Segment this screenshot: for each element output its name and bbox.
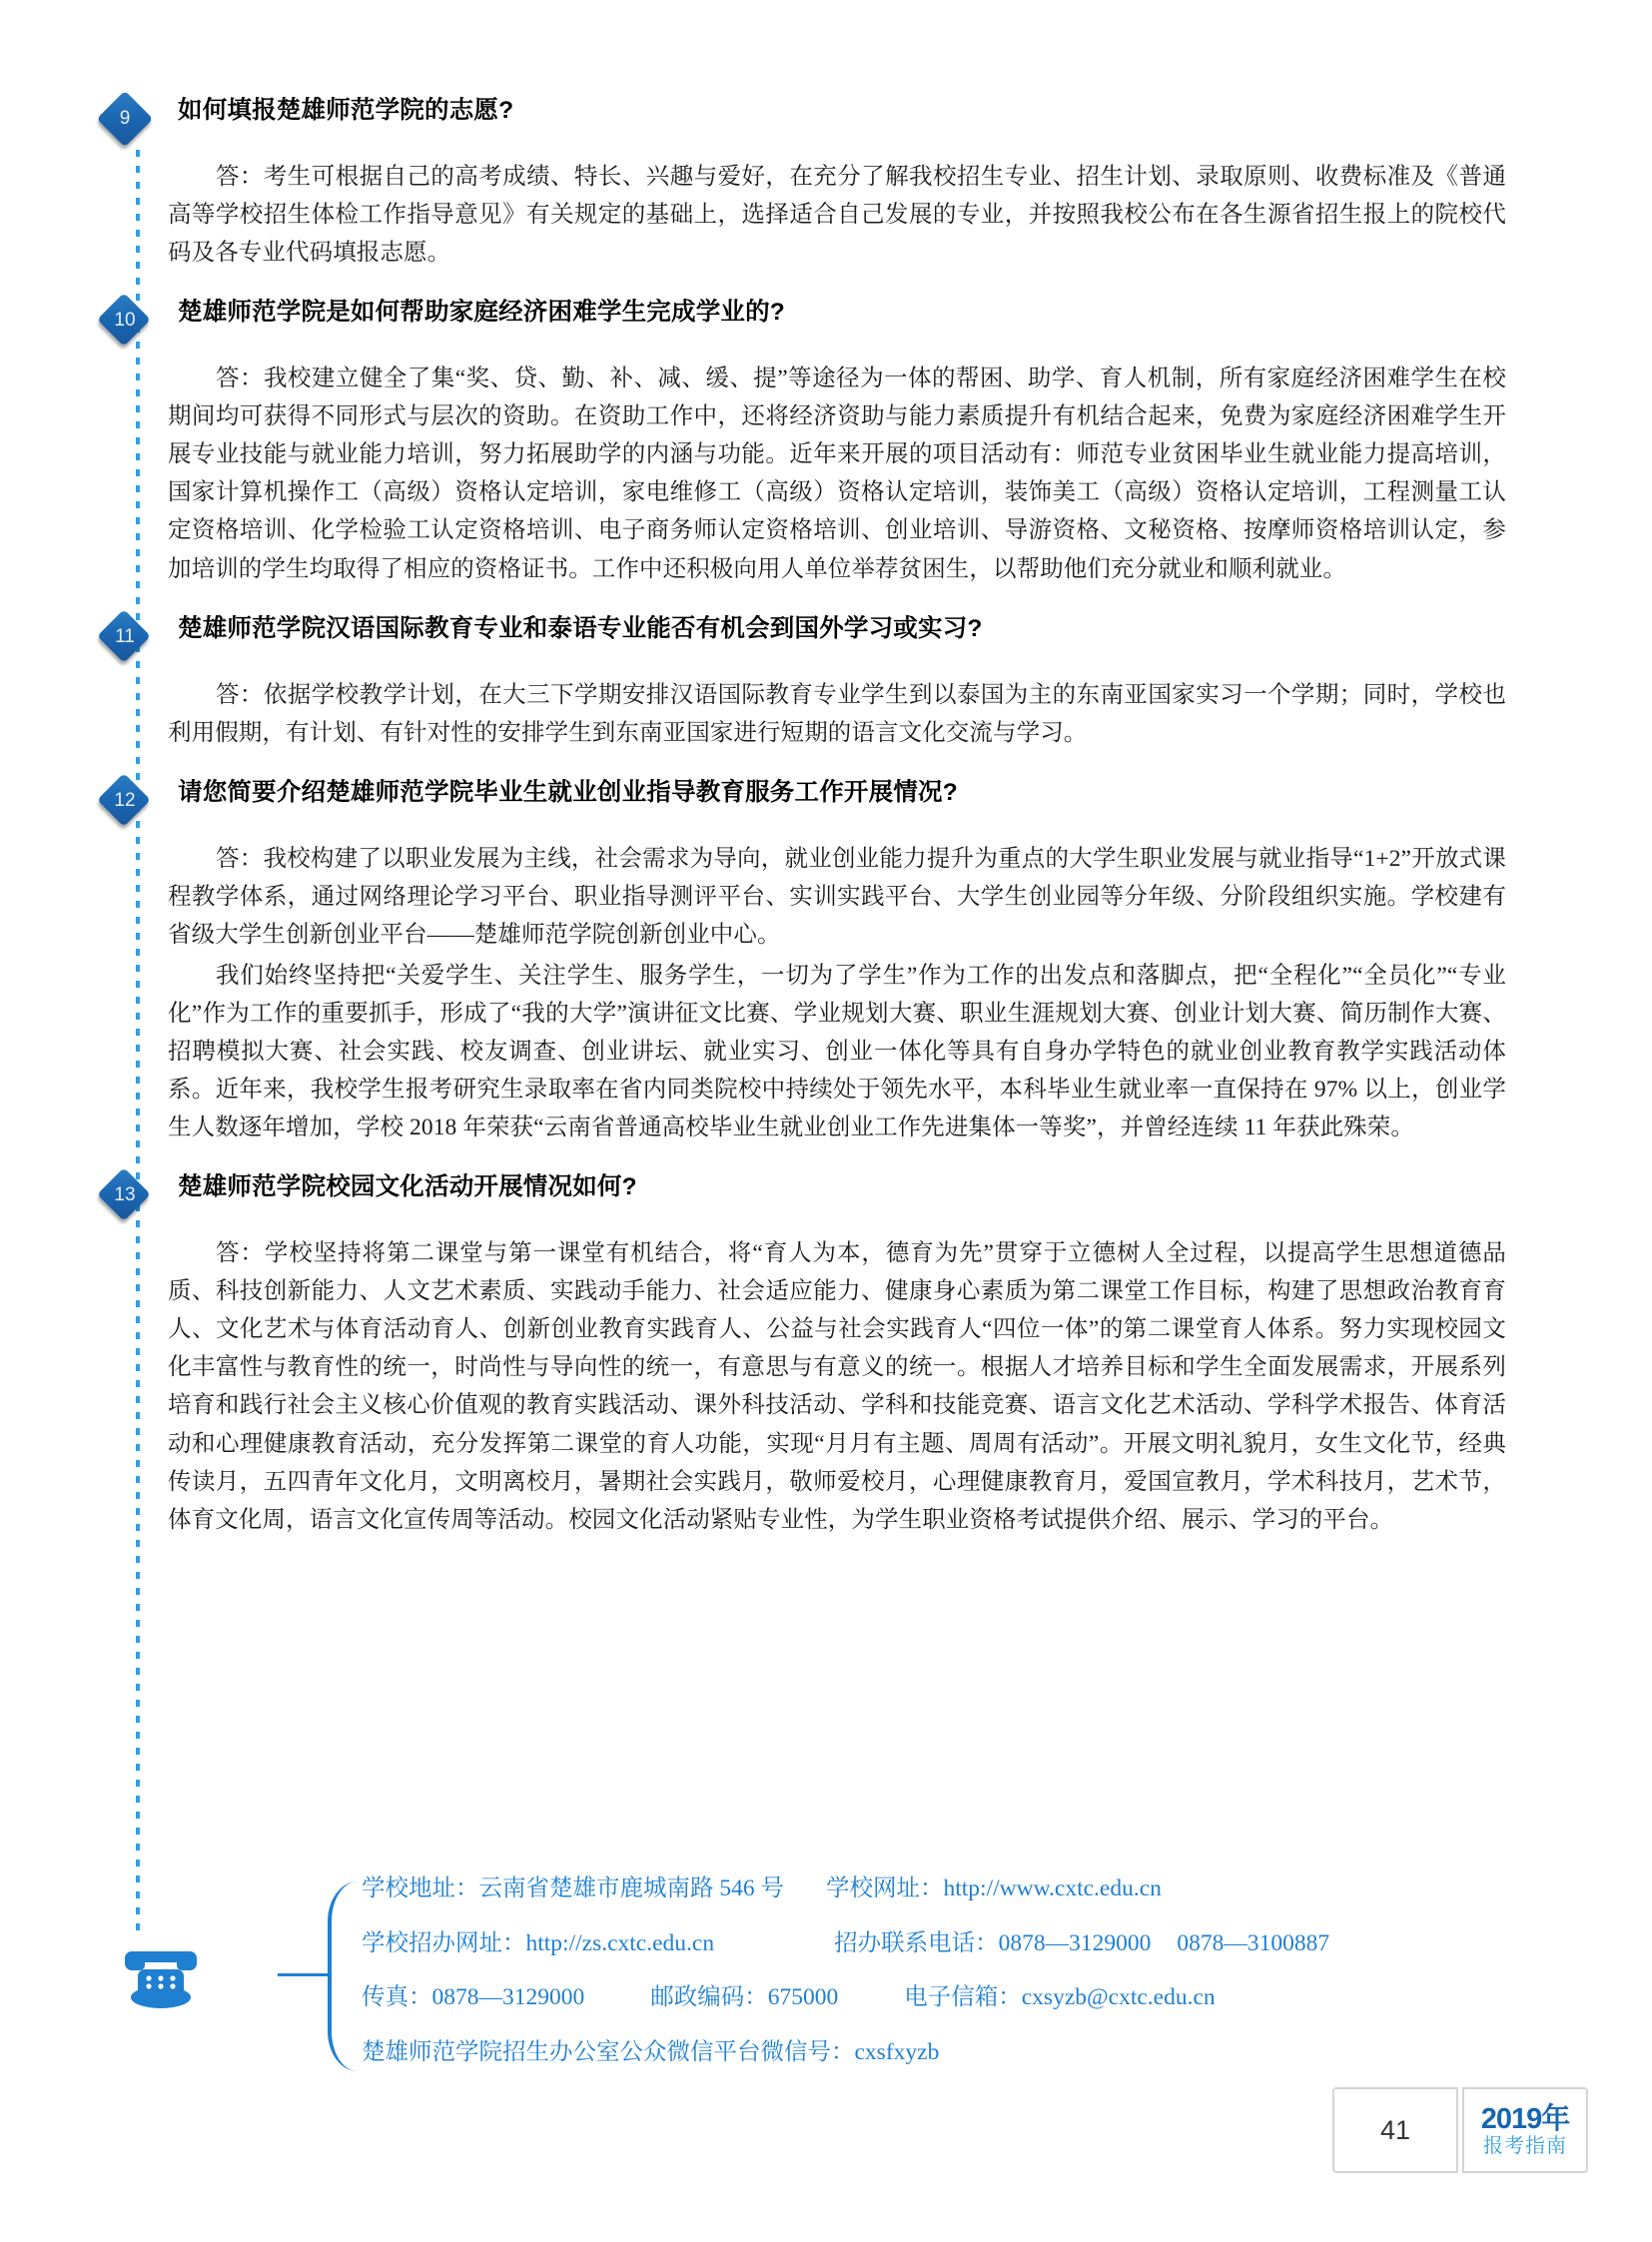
question-number-badge xyxy=(96,608,154,666)
question-header xyxy=(114,1172,1506,1220)
qa-block xyxy=(114,1172,1506,1539)
phone-value-1: 0878—3129000 xyxy=(998,1929,1152,1956)
answer-paragraph: 答：学校坚持将第二课堂与第一课堂有机结合，将“育人为本，德育为先”贯穿于立德树人全过程，以提高学生思想道德品质、科技创新能力、人文艺术素质、实践动手能力、社会适应能力、健康身心素质为第二课堂工作目标，构建了思想政治教育育人、文化艺术与体育活动育人、创新创业教育实践育人、公益与社会实践育人“四位一体”的第二课堂育人体系。努力实现校园文化丰富性与教育性的统一，时尚性与导向性的统一，有意思与有意义的统一。根据人才培养目标和学生全面发展需求，开展系列培育和践行社会主义核心价值观的教育实践活动、课外科技活动、学科和技能竞赛、语言文化艺术活动、学科学术报告、体育活动和心理健康教育活动，充分发挥第二课堂的育人功能，实现“月月有主题、周周有活动”。开展文明礼貌月，女生文化节，经典传读月，五四青年文化月，文明离校月，暑期社会实践月，敬师爱校月，心理健康教育月，爱国宣教月，学术科技月，艺术节，体育文化周，语言文化宣传周等活动。校园文化活动紧贴专业性，为学生职业资格考试提供介绍、展示、学习的平台。 xyxy=(168,1240,1506,1533)
question-header xyxy=(114,298,1506,346)
answer-body xyxy=(168,1234,1506,1539)
contact-line-address xyxy=(362,1877,1420,1901)
question-number-badge xyxy=(96,772,154,830)
question-number-badge xyxy=(96,90,154,148)
brand-logo xyxy=(1462,2087,1588,2173)
question-title: 楚雄师范学院是如何帮助家庭经济困难学生完成学业的? xyxy=(178,299,785,327)
question-header xyxy=(119,96,1506,144)
question-header xyxy=(115,614,1506,662)
admissions-site-label: 学校招办网址： xyxy=(362,1929,526,1956)
page-number: 41 xyxy=(1379,2114,1411,2145)
dotted-spine-decoration xyxy=(136,150,140,1937)
telephone-icon xyxy=(118,1935,204,2011)
website-value[interactable]: http://www.cxtc.edu.cn xyxy=(943,1875,1162,1901)
phone-label: 招办联系电话： xyxy=(834,1929,999,1956)
postcode-label: 邮政编码： xyxy=(650,1984,768,2010)
answer-body xyxy=(168,676,1506,752)
question-number-label: 9 xyxy=(119,108,131,129)
page-footer xyxy=(1326,2079,1596,2183)
email-value[interactable]: cxsyzb@cxtc.edu.cn xyxy=(1021,1984,1216,2010)
answer-paragraph: 答：我校构建了以职业发展为主线，社会需求为导向，就业创业能力提升为重点的大学生职业发展与就业指导“1+2”开放式课程教学体系，通过网络理论学习平台、职业指导测评平台、实训实践平台、大学生创业园等分年级、分阶段组织实施。学校建有省级大学生创新创业平台——楚雄师范学院创新创业中心。 xyxy=(168,845,1506,948)
question-title: 如何填报楚雄师范学院的志愿? xyxy=(178,97,514,124)
admissions-site-value[interactable]: http://zs.cxtc.edu.cn xyxy=(525,1929,715,1956)
content-column xyxy=(114,96,1506,1565)
postcode-value: 675000 xyxy=(767,1984,839,2010)
question-number-badge xyxy=(96,292,154,350)
question-header xyxy=(114,778,1506,826)
answer-paragraph: 答：依据学校教学计划，在大三下学期安排汉语国际教育专业学生到以泰国为主的东南亚国家实习一个学期；同时，学校也利用假期，有计划、有针对性的安排学生到东南亚国家进行短期的语言文化交流与学习。 xyxy=(168,681,1506,746)
phone-value-2: 0878—3100887 xyxy=(1177,1929,1330,1956)
qa-block xyxy=(115,614,1506,752)
contact-lines xyxy=(362,1877,1420,2095)
fax-label: 传真： xyxy=(362,1984,432,2010)
connector-line xyxy=(278,1973,332,1976)
answer-body xyxy=(168,840,1506,1147)
question-number-label: 11 xyxy=(115,625,135,647)
wechat-value: cxsfxyzb xyxy=(854,2038,940,2065)
answer-paragraph: 答：我校建立健全了集“奖、贷、勤、补、减、缓、提”等途径为一体的帮困、助学、育人机制，所有家庭经济困难学生在校期间均可获得不同形式与层次的资助。在资助工作中，还将经济资助与能力素质提升有机结合起来，免费为家庭经济困难学生开展专业技能与就业能力培训，努力拓展助学的内涵与功能。近年来开展的项目活动有：师范专业贫困毕业生就业能力提高培训，国家计算机操作工（高级）资格认定培训，家电维修工（高级）资格认定培训，装饰美工（高级）资格认定培训，工程测量工认定资格培训、化学检验工认定资格培训、电子商务师认定资格培训、创业培训、导游资格、文秘资格、按摩师资格培训认定，参加培训的学生均取得了相应的资格证书。工作中还积极向用人单位举荐贫困生，以帮助他们充分就业和顺利就业。 xyxy=(168,366,1506,582)
qa-block xyxy=(114,778,1506,1147)
answer-body xyxy=(168,158,1506,272)
contact-line-wechat xyxy=(362,2038,1420,2065)
brand-subtitle: 报考指南 xyxy=(1483,2134,1567,2157)
wechat-label: 楚雄师范学院招生办公室公众微信平台微信号： xyxy=(362,2038,855,2065)
question-title: 楚雄师范学院校园文化活动开展情况如何? xyxy=(178,1173,637,1201)
question-title: 请您简要介绍楚雄师范学院毕业生就业创业指导教育服务工作开展情况? xyxy=(178,778,958,806)
answer-body xyxy=(168,360,1506,587)
curly-brace-decoration xyxy=(328,1881,358,2071)
question-number-label: 10 xyxy=(114,310,136,332)
answer-paragraph: 我们始终坚持把“关爱学生、关注学生、服务学生，一切为了学生”作为工作的出发点和落脚点，把“全程化”“全员化”“专业化”作为工作的重要抓手，形成了“我的大学”演讲征文比赛、学业规划大赛、职业生涯规划大赛、创业计划大赛、简历制作大赛、招聘模拟大赛、社会实践、校友调查、创业讲坛、就业实习、创业一体化等具有自身办学特色的就业创业教育教学实践活动体系。近年来，我校学生报考研究生录取率在省内同类院校中持续处于领先水平，本科毕业生就业率一直保持在 97% 以上，创业学生人数逐年增加，学校 2018 年荣获“云南省普通高校毕业生就业创业工作先进集体一等奖”，并曾经连续 11 年获此殊荣。 xyxy=(168,962,1506,1141)
qa-block xyxy=(119,96,1506,272)
contact-line-admissions xyxy=(362,1929,1420,1956)
question-number-label: 13 xyxy=(114,1184,136,1206)
open-book-icon xyxy=(1326,2087,1594,2179)
contact-line-fax xyxy=(362,1986,1420,2010)
fax-value: 0878—3129000 xyxy=(431,1984,585,2010)
website-label: 学校网址： xyxy=(826,1875,944,1901)
answer-paragraph: 答：考生可根据自己的高考成绩、特长、兴趣与爱好，在充分了解我校招生专业、招生计划、录取原则、收费标准及《普通高等学校招生体检工作指导意见》有关规定的基础上，选择适合自己发展的专业，并按照我校公布在各生源省招生报上的院校代码及各专业代码填报志愿。 xyxy=(168,164,1506,267)
address-value: 云南省楚雄市鹿城南路 546 号 xyxy=(478,1875,784,1901)
address-label: 学校地址： xyxy=(362,1875,479,1901)
question-number-label: 12 xyxy=(114,789,136,811)
question-number-badge xyxy=(96,1166,154,1224)
brand-year: 2019年 xyxy=(1480,2102,1570,2135)
email-label: 电子信箱： xyxy=(904,1984,1022,2010)
qa-block xyxy=(114,298,1506,587)
question-title: 楚雄师范学院汉语国际教育专业和泰语专业能否有机会到国外学习或实习? xyxy=(178,614,983,642)
